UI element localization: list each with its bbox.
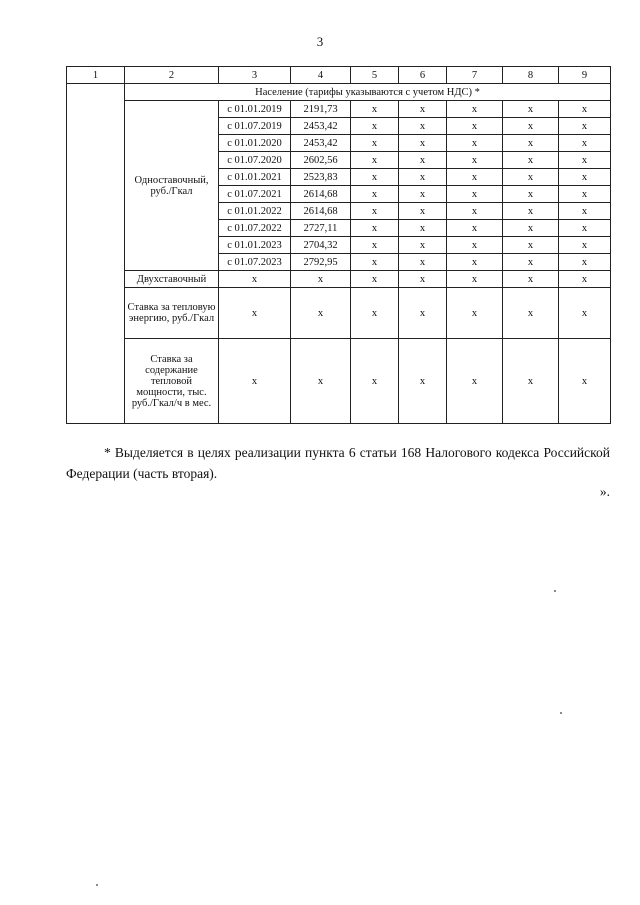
x-cell: x — [503, 135, 559, 152]
x-cell: x — [351, 152, 399, 169]
tariff-value-cell: 2602,56 — [291, 152, 351, 169]
x-cell: x — [559, 135, 611, 152]
period-cell: с 01.01.2023 — [219, 237, 291, 254]
period-cell: с 01.01.2022 — [219, 203, 291, 220]
tariff-value-cell: 2792,95 — [291, 254, 351, 271]
period-cell: с 01.01.2021 — [219, 169, 291, 186]
x-cell: x — [399, 101, 447, 118]
tariff-value-cell: 2614,68 — [291, 203, 351, 220]
x-cell: x — [447, 169, 503, 186]
x-cell: x — [399, 186, 447, 203]
x-cell: x — [559, 169, 611, 186]
x-cell: x — [559, 237, 611, 254]
x-cell: x — [291, 271, 351, 288]
x-cell: x — [351, 288, 399, 339]
x-cell: x — [351, 237, 399, 254]
column-header: 9 — [559, 67, 611, 84]
x-cell: x — [559, 339, 611, 424]
tariff-value-cell: 2453,42 — [291, 118, 351, 135]
period-cell: с 01.07.2021 — [219, 186, 291, 203]
x-cell: x — [351, 135, 399, 152]
x-cell: x — [399, 220, 447, 237]
single-rate-label: Одноставочный, руб./Гкал — [125, 101, 219, 271]
page-number: 3 — [316, 34, 324, 49]
two-rate-row — [67, 271, 611, 288]
x-cell: x — [447, 339, 503, 424]
capacity-rate-row — [67, 339, 611, 424]
column-header: 3 — [219, 67, 291, 84]
x-cell: x — [399, 254, 447, 271]
x-cell: x — [559, 288, 611, 339]
x-cell: x — [351, 118, 399, 135]
rate-type-label: Ставка за тепловую энергию, руб./Гкал — [125, 288, 219, 339]
x-cell: x — [559, 118, 611, 135]
period-cell: с 01.01.2020 — [219, 135, 291, 152]
column-header: 5 — [351, 67, 399, 84]
column-header: 7 — [447, 67, 503, 84]
column-header: 8 — [503, 67, 559, 84]
tariff-value-cell: 2704,32 — [291, 237, 351, 254]
tariff-value-cell: 2523,83 — [291, 169, 351, 186]
x-cell: x — [399, 288, 447, 339]
x-cell: x — [503, 254, 559, 271]
x-cell: x — [503, 271, 559, 288]
tariff-table — [66, 66, 611, 424]
x-cell: x — [447, 288, 503, 339]
x-cell: x — [447, 271, 503, 288]
x-cell: x — [399, 237, 447, 254]
column-header: 6 — [399, 67, 447, 84]
x-cell: x — [351, 203, 399, 220]
tariff-value-cell: 2191,73 — [291, 101, 351, 118]
x-cell: x — [447, 152, 503, 169]
x-cell: x — [503, 203, 559, 220]
tariff-value-cell: 2614,68 — [291, 186, 351, 203]
x-cell: x — [351, 101, 399, 118]
x-cell: x — [447, 135, 503, 152]
x-cell: x — [503, 101, 559, 118]
x-cell: x — [351, 254, 399, 271]
x-cell: x — [503, 237, 559, 254]
period-cell: с 01.07.2023 — [219, 254, 291, 271]
group-header-row — [67, 84, 611, 101]
x-cell: x — [399, 339, 447, 424]
x-cell: x — [559, 220, 611, 237]
table-row — [67, 101, 611, 118]
x-cell: x — [291, 339, 351, 424]
x-cell: x — [351, 271, 399, 288]
x-cell: x — [351, 339, 399, 424]
x-cell: x — [447, 254, 503, 271]
x-cell: x — [219, 271, 291, 288]
x-cell: x — [559, 203, 611, 220]
x-cell: x — [503, 118, 559, 135]
x-cell: x — [399, 169, 447, 186]
x-cell: x — [399, 118, 447, 135]
x-cell: x — [503, 152, 559, 169]
x-cell: x — [219, 288, 291, 339]
x-cell: x — [399, 135, 447, 152]
x-cell: x — [291, 288, 351, 339]
period-cell: с 01.07.2019 — [219, 118, 291, 135]
x-cell: x — [219, 339, 291, 424]
x-cell: x — [447, 203, 503, 220]
x-cell: x — [503, 288, 559, 339]
x-cell: x — [503, 339, 559, 424]
x-cell: x — [399, 271, 447, 288]
x-cell: x — [447, 237, 503, 254]
energy-rate-row — [67, 288, 611, 339]
tariff-value-cell: 2453,42 — [291, 135, 351, 152]
x-cell: x — [447, 101, 503, 118]
period-cell: с 01.01.2019 — [219, 101, 291, 118]
x-cell: x — [351, 220, 399, 237]
column-number-row — [67, 67, 611, 84]
period-cell: с 01.07.2020 — [219, 152, 291, 169]
empty-cell — [67, 84, 125, 424]
x-cell: x — [447, 220, 503, 237]
x-cell: x — [559, 271, 611, 288]
x-cell: x — [447, 186, 503, 203]
footnote: * Выделяется в целях реализации пункта 6 статьи 168 Налогового кодекса Российской Федерации (часть вторая). — [66, 445, 610, 481]
column-header: 1 — [67, 67, 125, 84]
rate-type-label: Двухставочный — [125, 271, 219, 288]
x-cell: x — [351, 186, 399, 203]
x-cell: x — [559, 152, 611, 169]
x-cell: x — [559, 186, 611, 203]
x-cell: x — [559, 101, 611, 118]
x-cell: x — [503, 220, 559, 237]
scan-speck — [96, 884, 98, 886]
scan-speck — [560, 712, 562, 714]
x-cell: x — [503, 169, 559, 186]
x-cell: x — [399, 152, 447, 169]
scan-speck — [554, 590, 556, 592]
x-cell: x — [559, 254, 611, 271]
rate-type-label: Ставка за содержание тепловой мощности, тыс. руб./Гкал/ч в мес. — [125, 339, 219, 424]
group-header: Население (тарифы указываются с учетом НДС) * — [125, 84, 611, 101]
x-cell: x — [351, 169, 399, 186]
x-cell: x — [503, 186, 559, 203]
column-header: 4 — [291, 67, 351, 84]
closing-mark: ». — [599, 484, 610, 499]
tariff-value-cell: 2727,11 — [291, 220, 351, 237]
x-cell: x — [399, 203, 447, 220]
period-cell: с 01.07.2022 — [219, 220, 291, 237]
column-header: 2 — [125, 67, 219, 84]
x-cell: x — [447, 118, 503, 135]
